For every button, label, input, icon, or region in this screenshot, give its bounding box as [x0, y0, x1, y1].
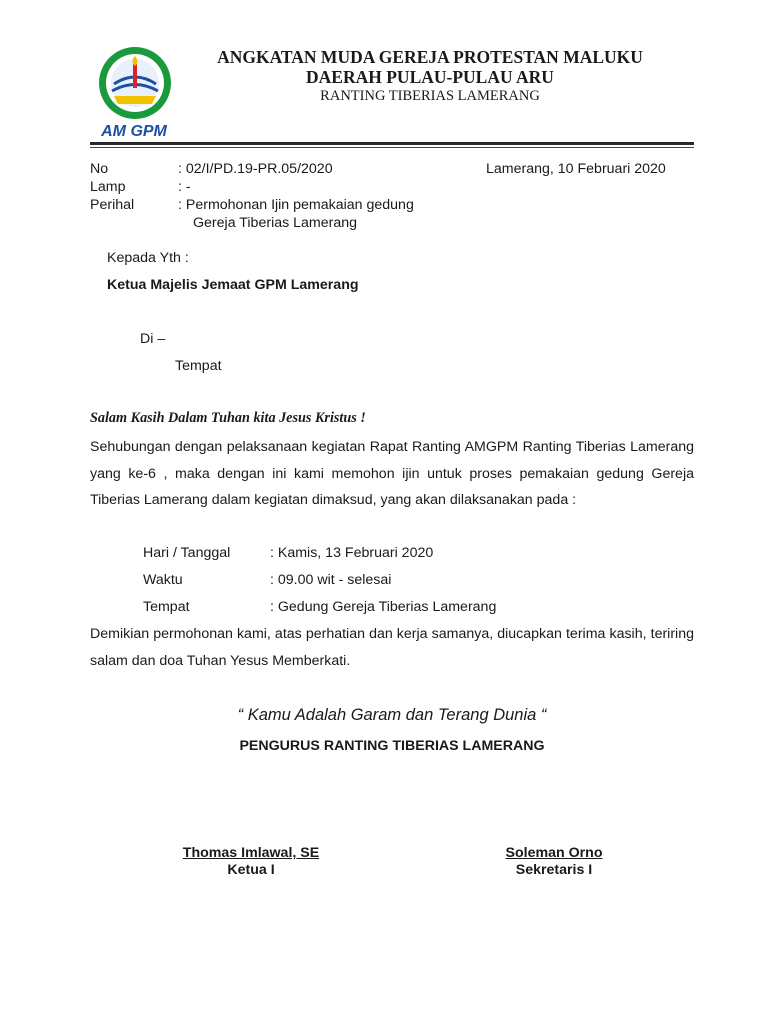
- org-name-line2: DAERAH PULAU-PULAU ARU: [306, 67, 554, 87]
- body-paragraph-2: Demikian permohonan kami, atas perhatian dan kerja samanya, diucapkan terima kasih, teriring salam dan doa Tuhan Yesus Memberkati.: [90, 626, 694, 669]
- recipient-name: Ketua Majelis Jemaat GPM Lamerang: [107, 277, 359, 293]
- motto: “ Kamu Adalah Garam dan Terang Dunia “: [237, 706, 547, 724]
- header-rule-thick: [90, 142, 694, 145]
- recipient-tempat: Tempat: [175, 358, 222, 374]
- signatory-2-role: Sekretaris I: [515, 862, 593, 878]
- perihal-value-line2: Gereja Tiberias Lamerang: [193, 215, 358, 231]
- detail-value-time: : 09.00 wit - selesai: [270, 572, 392, 588]
- signatory-1-name: Thomas Imlawal, SE: [182, 845, 320, 861]
- org-name-line1: ANGKATAN MUDA GEREJA PROTESTAN MALUKU: [217, 47, 643, 67]
- detail-label-time: Waktu: [143, 572, 183, 588]
- logo-text: AM GPM: [101, 123, 167, 140]
- perihal-label: Perihal: [90, 197, 135, 213]
- no-label: No: [90, 161, 109, 177]
- committee-title: PENGURUS RANTING TIBERIAS LAMERANG: [239, 738, 545, 754]
- lamp-value: : -: [178, 179, 191, 195]
- detail-value-date: : Kamis, 13 Februari 2020: [270, 545, 434, 561]
- amgpm-logo: [90, 44, 180, 140]
- amgpm-emblem-icon: [90, 44, 180, 140]
- greeting: Salam Kasih Dalam Tuhan kita Jesus Kristus !: [90, 410, 366, 426]
- detail-label-date: Hari / Tanggal: [143, 545, 231, 561]
- lamp-label: Lamp: [90, 179, 126, 195]
- detail-value-place: : Gedung Gereja Tiberias Lamerang: [270, 599, 497, 615]
- kepada-yth: Kepada Yth :: [107, 250, 189, 266]
- perihal-value-line1: : Permohonan Ijin pemakaian gedung: [178, 197, 414, 213]
- recipient-di: Di –: [140, 331, 166, 347]
- org-name-line3: RANTING TIBERIAS LAMERANG: [320, 88, 540, 104]
- signatory-2-name: Soleman Orno: [505, 845, 603, 861]
- signatory-1-role: Ketua I: [227, 862, 275, 878]
- detail-label-place: Tempat: [143, 599, 190, 615]
- body-paragraph-1: Sehubungan dengan pelaksanaan kegiatan Rapat Ranting AMGPM Ranting Tiberias Lamerang yang ke-6 , maka dengan ini kami memohon ijin untuk proses pemakaian gedung Gereja Tiberias Lamerang dalam kegiatan dimaksud, yang akan dilaksanakan pada :: [90, 439, 694, 509]
- no-value: : 02/I/PD.19-PR.05/2020: [178, 161, 333, 177]
- header-rule-thin: [90, 147, 694, 148]
- place-date: Lamerang, 10 Februari 2020: [486, 161, 666, 177]
